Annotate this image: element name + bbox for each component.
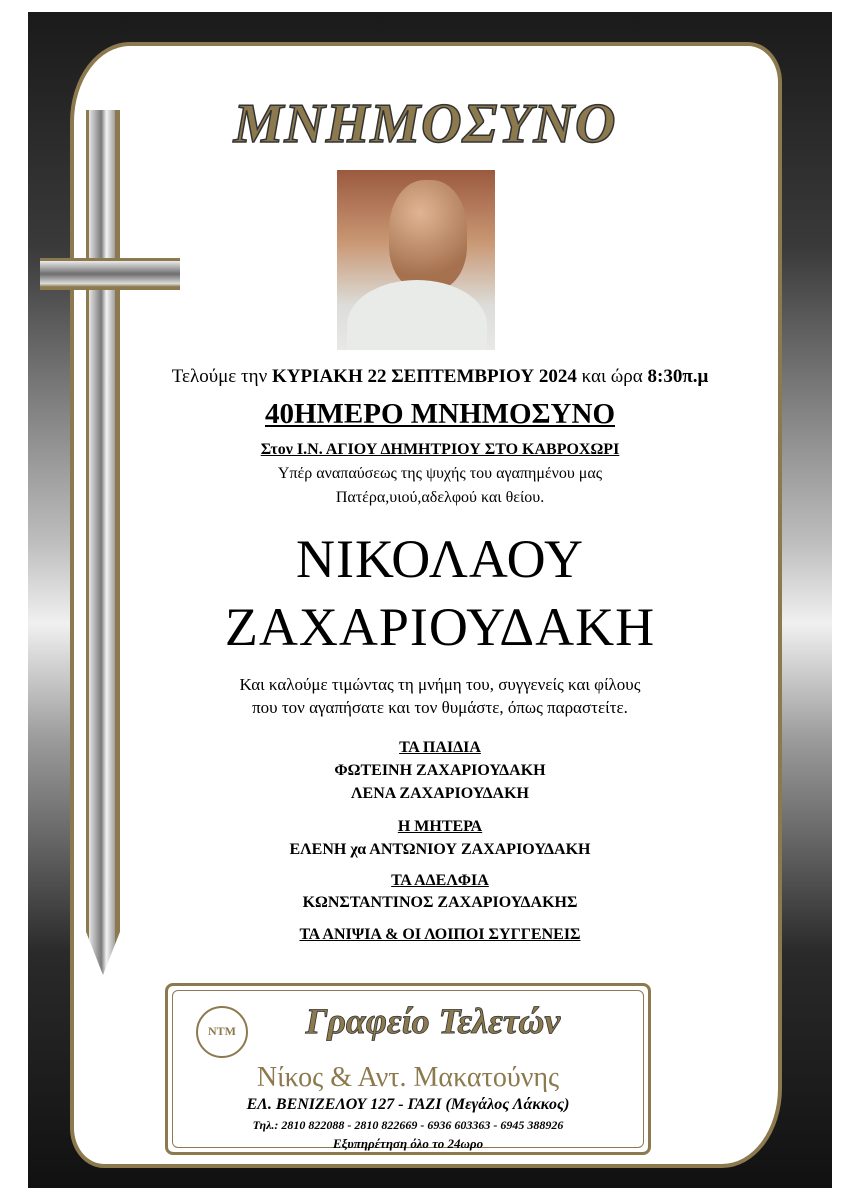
service-time: 8:30π.μ xyxy=(647,366,709,387)
deceased-last-name: ΖΑΧΑΡΙΟΥΔΑΚΗ xyxy=(224,597,656,657)
dedication-line-1: Υπέρ αναπαύσεως της ψυχής του αγαπημένου μας xyxy=(277,465,603,482)
funeral-office-logo-icon: ΝΤΜ xyxy=(196,1006,248,1058)
office-phones: Τηλ.: 2810 822088 - 2810 822669 - 6936 603363 - 6945 388926 xyxy=(252,1118,564,1132)
funeral-office-box xyxy=(165,983,651,1155)
office-name: Γραφείο Τελετών xyxy=(305,1001,561,1041)
family-name: ΚΩΝΣΤΑΝΤΙΝΟΣ ΖΑΧΑΡΙΟΥΔΑΚΗΣ xyxy=(302,894,578,911)
service-date: ΚΥΡΙΑΚΗ 22 ΣΕΠΤΕΜΒΡΙΟΥ 2024 xyxy=(271,366,577,387)
deceased-photo xyxy=(337,170,495,350)
page-title: ΜΝΗΜΟΣΥΝΟ xyxy=(233,93,617,155)
office-address: ΕΛ. ΒΕΝΙΖΕΛΟΥ 127 - ΓΑΖΙ (Μεγάλος Λάκκος) xyxy=(246,1096,570,1113)
family-heading-children: ΤΑ ΠΑΙΔΙΑ xyxy=(399,739,481,756)
family-name: ΛΕΝΑ ΖΑΧΑΡΙΟΥΔΑΚΗ xyxy=(351,785,529,802)
family-name: ΕΛΕΝΗ χα ΑΝΤΩΝΙΟΥ ΖΑΧΑΡΙΟΥΔΑΚΗ xyxy=(289,841,591,858)
invitation-line-1: Και καλούμε τιμώντας τη μνήμη του, συγγενείς και φίλους xyxy=(239,675,641,694)
office-owners: Νίκος & Αντ. Μακατούνης xyxy=(256,1062,560,1093)
photo-shirt xyxy=(347,280,487,350)
service-middle: και ώρα xyxy=(581,366,643,387)
photo-head xyxy=(389,180,467,290)
cross-icon-bar xyxy=(40,258,180,290)
family-heading-siblings: ΤΑ ΑΔΕΛΦΙΑ xyxy=(391,872,489,889)
service-datetime xyxy=(100,366,780,388)
church-location: Στον Ι.Ν. ΑΓΙΟΥ ΔΗΜΗΤΡΙΟΥ ΣΤΟ ΚΑΒΡΟΧΩΡΙ xyxy=(260,441,620,458)
closing-relatives: ΤΑ ΑΝΙΨΙΑ & ΟΙ ΛΟΙΠΟΙ ΣΥΓΓΕΝΕΙΣ xyxy=(299,926,581,943)
family-name: ΦΩΤΕΙΝΗ ΖΑΧΑΡΙΟΥΔΑΚΗ xyxy=(334,762,546,779)
service-prefix: Τελούμε την xyxy=(171,366,268,387)
invitation-line-2: που τον αγαπήσατε και τον θυμάστε, όπως παραστείτε. xyxy=(252,698,628,717)
office-service-hours: Εξυπηρέτηση όλο το 24ωρο xyxy=(332,1136,484,1151)
family-heading-mother: Η ΜΗΤΕΡΑ xyxy=(397,818,483,835)
deceased-first-name: ΝΙΚΟΛΑΟΥ xyxy=(296,529,584,589)
ceremony-title: 40ΗΜΕΡΟ ΜΝΗΜΟΣΥΝΟ xyxy=(265,398,615,430)
dedication-line-2: Πατέρα,υιού,αδελφού και θείου. xyxy=(335,489,545,506)
